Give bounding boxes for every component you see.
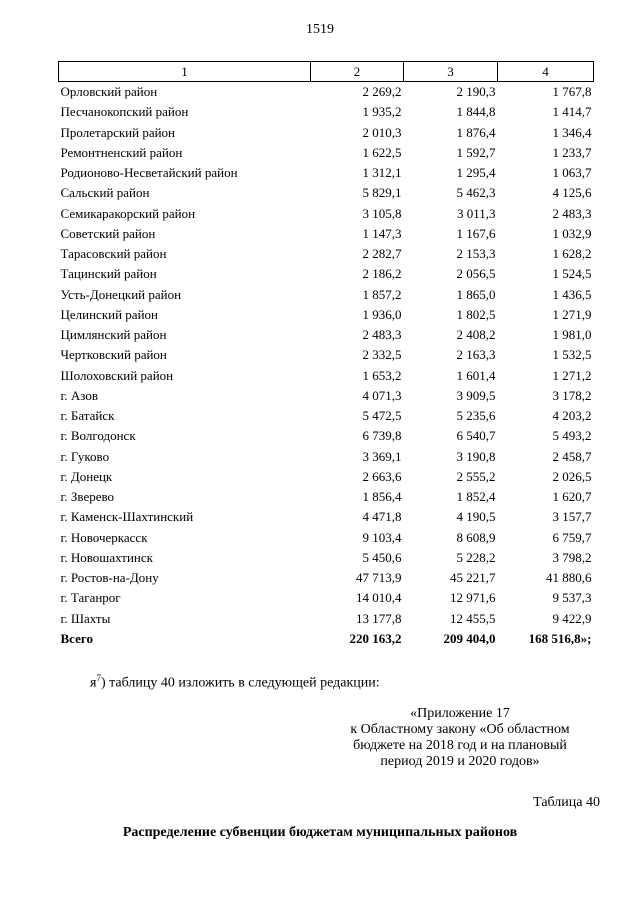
table-row bbox=[59, 386, 594, 406]
subvention-table bbox=[58, 61, 594, 649]
amount-cell: 2 663,6 bbox=[362, 468, 402, 484]
amount-cell: 1 981,0 bbox=[552, 327, 592, 343]
amount-cell: 3 369,1 bbox=[362, 448, 402, 464]
amount-cell: 1 346,4 bbox=[552, 124, 592, 140]
table-row bbox=[59, 507, 594, 527]
amount-cell: 4 125,6 bbox=[552, 185, 592, 201]
table-row bbox=[59, 467, 594, 487]
municipality-name: г. Батайск bbox=[60, 408, 115, 424]
table-row bbox=[59, 143, 594, 163]
amount-cell: 1 856,4 bbox=[362, 489, 402, 505]
table-row bbox=[59, 609, 594, 629]
municipality-name: г. Каменск-Шахтинский bbox=[60, 509, 194, 525]
municipality-name: Ремонтненский район bbox=[60, 144, 183, 160]
column-header: 4 bbox=[498, 62, 594, 82]
table-row bbox=[59, 426, 594, 446]
table-row bbox=[59, 285, 594, 305]
table-row bbox=[59, 528, 594, 548]
amount-cell: 1 844,8 bbox=[456, 104, 496, 120]
municipality-name: Целинский район bbox=[60, 306, 158, 322]
amount-cell: 1 295,4 bbox=[456, 165, 496, 181]
amount-cell: 1 865,0 bbox=[456, 286, 496, 302]
amount-cell: 1 167,6 bbox=[456, 225, 496, 241]
table-row bbox=[59, 325, 594, 345]
amount-cell: 1 601,4 bbox=[456, 367, 496, 383]
municipality-name: Чертковский район bbox=[60, 347, 167, 363]
municipality-name: Усть-Донецкий район bbox=[60, 286, 182, 302]
table-row bbox=[59, 568, 594, 588]
amount-cell: 3 190,8 bbox=[456, 448, 496, 464]
table-row bbox=[59, 305, 594, 325]
amount-cell: 1 936,0 bbox=[362, 306, 402, 322]
amount-cell: 3 798,2 bbox=[552, 549, 592, 565]
table-row bbox=[59, 123, 594, 143]
amount-cell: 2 483,3 bbox=[552, 205, 592, 221]
municipality-name: г. Гуково bbox=[60, 448, 110, 464]
amount-cell: 2 332,5 bbox=[362, 347, 402, 363]
municipality-name: Родионово-Несветайский район bbox=[60, 165, 238, 181]
total-row bbox=[59, 629, 594, 649]
amount-cell: 3 909,5 bbox=[456, 387, 496, 403]
column-header: 3 bbox=[404, 62, 498, 82]
amount-cell: 6 739,8 bbox=[362, 428, 402, 444]
table-row bbox=[59, 447, 594, 467]
amount-cell: 8 608,9 bbox=[456, 529, 496, 545]
amount-cell: 9 422,9 bbox=[552, 610, 592, 626]
municipality-name: г. Зверево bbox=[60, 489, 115, 505]
amount-cell: 2 026,5 bbox=[552, 468, 592, 484]
amount-cell: 220 163,2 bbox=[349, 630, 402, 646]
amount-cell: 3 105,8 bbox=[362, 205, 402, 221]
amount-cell: 168 516,8»; bbox=[528, 630, 592, 646]
municipality-name: г. Новочеркасск bbox=[60, 529, 148, 545]
amount-cell: 3 178,2 bbox=[552, 387, 592, 403]
amount-cell: 1 147,3 bbox=[362, 225, 402, 241]
municipality-name: Всего bbox=[60, 630, 93, 646]
amount-cell: 1 233,7 bbox=[552, 144, 592, 160]
table-row bbox=[59, 82, 594, 103]
amount-cell: 2 408,2 bbox=[456, 327, 496, 343]
table-row bbox=[59, 487, 594, 507]
page-number: 1519 bbox=[306, 22, 334, 37]
amount-cell: 1 620,7 bbox=[552, 489, 592, 505]
amount-cell: 1 592,7 bbox=[456, 144, 496, 160]
amount-cell: 2 190,3 bbox=[456, 84, 496, 100]
amount-cell: 1 857,2 bbox=[362, 286, 402, 302]
amount-cell: 1 436,5 bbox=[552, 286, 592, 302]
appendix-line: период 2019 и 2020 годов» bbox=[380, 754, 540, 769]
amount-cell: 1 852,4 bbox=[456, 489, 496, 505]
amendment-superscript: 7 bbox=[96, 673, 101, 683]
amount-cell: 1 767,8 bbox=[552, 84, 592, 100]
municipality-name: г. Волгодонск bbox=[60, 428, 136, 444]
municipality-name: г. Новошахтинск bbox=[60, 549, 153, 565]
table-row bbox=[59, 102, 594, 122]
amendment-letter: я bbox=[90, 675, 97, 691]
amount-cell: 41 880,6 bbox=[546, 570, 592, 586]
table-row bbox=[59, 183, 594, 203]
amount-cell: 6 540,7 bbox=[456, 428, 496, 444]
appendix-line: «Приложение 17 bbox=[410, 706, 510, 721]
municipality-name: г. Азов bbox=[60, 387, 98, 403]
amount-cell: 1 063,7 bbox=[552, 165, 592, 181]
amendment-body: ) таблицу 40 изложить в следующей редакции: bbox=[100, 675, 380, 691]
column-header: 1 bbox=[59, 62, 311, 82]
amount-cell: 209 404,0 bbox=[443, 630, 496, 646]
amount-cell: 2 056,5 bbox=[456, 266, 496, 282]
amount-cell: 1 532,5 bbox=[552, 347, 592, 363]
amount-cell: 5 450,6 bbox=[362, 549, 402, 565]
municipality-name: Пролетарский район bbox=[60, 124, 176, 140]
table-header-row bbox=[59, 62, 594, 82]
municipality-name: г. Донецк bbox=[60, 468, 113, 484]
amount-cell: 1 032,9 bbox=[552, 225, 592, 241]
amount-cell: 1 653,2 bbox=[362, 367, 402, 383]
municipality-name: Тацинский район bbox=[60, 266, 157, 282]
table-label: Таблица 40 bbox=[533, 795, 600, 810]
amendment-text bbox=[90, 673, 380, 692]
amount-cell: 1 312,1 bbox=[362, 165, 402, 181]
amount-cell: 4 071,3 bbox=[362, 387, 402, 403]
amount-cell: 1 622,5 bbox=[362, 144, 402, 160]
municipality-name: г. Ростов-на-Дону bbox=[60, 570, 159, 586]
table-row bbox=[59, 366, 594, 386]
amount-cell: 47 713,9 bbox=[356, 570, 402, 586]
municipality-name: Сальский район bbox=[60, 185, 150, 201]
municipality-name: г. Таганрог bbox=[60, 590, 121, 606]
table-row bbox=[59, 345, 594, 365]
amount-cell: 5 462,3 bbox=[456, 185, 496, 201]
amount-cell: 13 177,8 bbox=[356, 610, 402, 626]
table-row bbox=[59, 548, 594, 568]
municipality-name: Семикаракорский район bbox=[60, 205, 196, 221]
table-row bbox=[59, 588, 594, 608]
appendix-reference bbox=[330, 706, 590, 770]
municipality-name: Тарасовский район bbox=[60, 246, 167, 262]
amount-cell: 1 414,7 bbox=[552, 104, 592, 120]
amount-cell: 1 935,2 bbox=[362, 104, 402, 120]
column-header: 2 bbox=[311, 62, 404, 82]
amount-cell: 2 483,3 bbox=[362, 327, 402, 343]
amount-cell: 5 493,2 bbox=[552, 428, 592, 444]
table-row bbox=[59, 244, 594, 264]
amount-cell: 9 537,3 bbox=[552, 590, 592, 606]
municipality-name: г. Шахты bbox=[60, 610, 111, 626]
amount-cell: 5 228,2 bbox=[456, 549, 496, 565]
amount-cell: 3 011,3 bbox=[456, 205, 496, 221]
municipality-name: Песчанокопский район bbox=[60, 104, 189, 120]
amount-cell: 2 458,7 bbox=[552, 448, 592, 464]
municipality-name: Шолоховский район bbox=[60, 367, 174, 383]
amount-cell: 14 010,4 bbox=[356, 590, 402, 606]
municipality-name: Советский район bbox=[60, 225, 156, 241]
section-title: Распределение субвенции бюджетам муниципальных районов bbox=[122, 825, 518, 840]
amount-cell: 9 103,4 bbox=[362, 529, 402, 545]
amount-cell: 1 876,4 bbox=[456, 124, 496, 140]
amount-cell: 2 186,2 bbox=[362, 266, 402, 282]
amount-cell: 4 203,2 bbox=[552, 408, 592, 424]
appendix-line: бюджете на 2018 год и на плановый bbox=[353, 738, 567, 753]
table-row bbox=[59, 204, 594, 224]
amount-cell: 12 455,5 bbox=[450, 610, 496, 626]
table-row bbox=[59, 264, 594, 284]
amount-cell: 4 471,8 bbox=[362, 509, 402, 525]
amount-cell: 2 153,3 bbox=[456, 246, 496, 262]
amount-cell: 12 971,6 bbox=[450, 590, 496, 606]
amount-cell: 2 555,2 bbox=[456, 468, 496, 484]
amount-cell: 45 221,7 bbox=[450, 570, 496, 586]
amount-cell: 1 802,5 bbox=[456, 306, 496, 322]
table-row bbox=[59, 224, 594, 244]
amount-cell: 1 271,9 bbox=[552, 306, 592, 322]
amount-cell: 1 628,2 bbox=[552, 246, 592, 262]
table-row bbox=[59, 406, 594, 426]
amount-cell: 1 271,2 bbox=[552, 367, 592, 383]
amount-cell: 2 282,7 bbox=[362, 246, 402, 262]
municipality-name: Цимлянский район bbox=[60, 327, 167, 343]
amount-cell: 2 163,3 bbox=[456, 347, 496, 363]
municipality-name: Орловский район bbox=[60, 84, 158, 100]
amount-cell: 4 190,5 bbox=[456, 509, 496, 525]
amount-cell: 2 269,2 bbox=[362, 84, 402, 100]
appendix-line: к Областному закону «Об областном bbox=[350, 722, 570, 737]
amount-cell: 5 829,1 bbox=[362, 185, 402, 201]
amount-cell: 3 157,7 bbox=[552, 509, 592, 525]
table-row bbox=[59, 163, 594, 183]
amount-cell: 5 235,6 bbox=[456, 408, 496, 424]
amount-cell: 5 472,5 bbox=[362, 408, 402, 424]
amount-cell: 1 524,5 bbox=[552, 266, 592, 282]
amount-cell: 6 759,7 bbox=[552, 529, 592, 545]
amount-cell: 2 010,3 bbox=[362, 124, 402, 140]
